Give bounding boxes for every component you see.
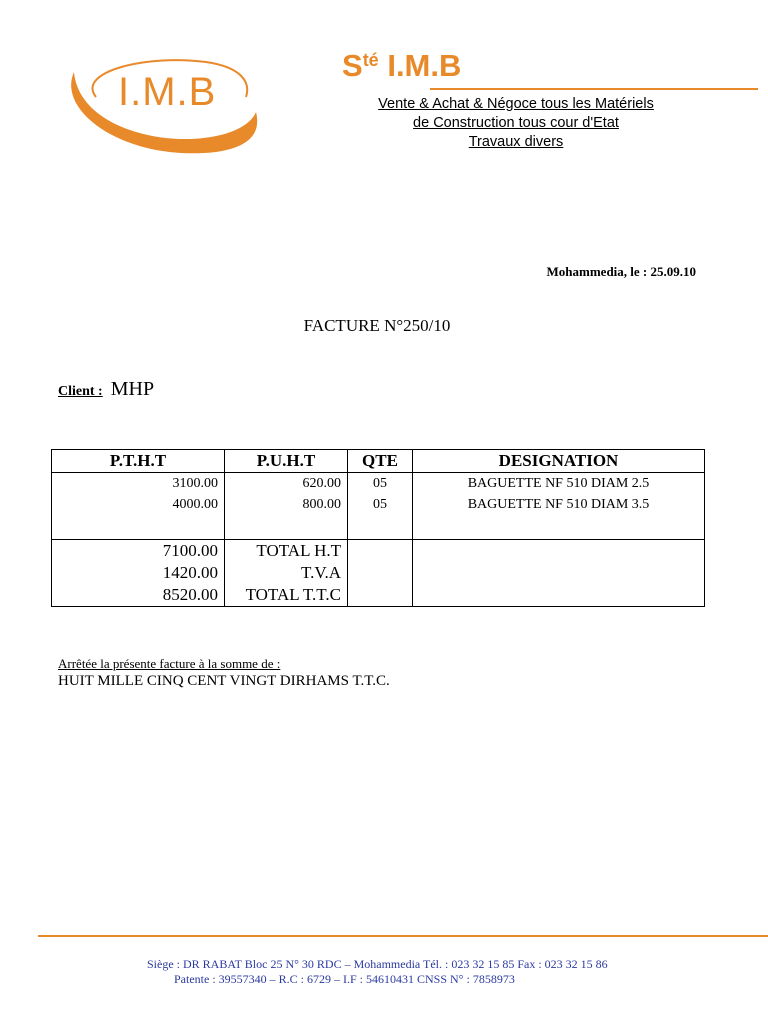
spacer-cell (348, 515, 413, 540)
header-qte: QTE (348, 450, 413, 473)
footer-divider (38, 935, 768, 937)
row-2-qte: 05 (348, 494, 413, 515)
footer-address: Siège : DR RABAT Bloc 25 N° 30 RDC – Mohammedia Tél. : 023 32 15 85 Fax : 023 32 15 86 (147, 957, 608, 971)
table-header-row (52, 450, 705, 473)
empty-cell (348, 540, 413, 563)
row-1-puht: 620.00 (225, 473, 348, 495)
total-ttc-value: 8520.00 (52, 584, 225, 607)
row-1-ptht: 3100.00 (52, 473, 225, 495)
empty-cell (413, 562, 705, 584)
tagline-3: Travaux divers (468, 134, 564, 150)
row-2-puht: 800.00 (225, 494, 348, 515)
amount-in-words: HUIT MILLE CINQ CENT VINGT DIRHAMS T.T.C. (58, 673, 390, 689)
header-divider (430, 88, 758, 90)
client-name: MHP (110, 378, 155, 400)
empty-cell (413, 540, 705, 563)
spacer-cell (52, 515, 225, 540)
empty-cell (413, 584, 705, 607)
company-name-text: I.M.B (387, 48, 462, 83)
table-spacer-row (52, 515, 705, 540)
header-designation: DESIGNATION (413, 450, 705, 473)
tva-row (52, 562, 705, 584)
client-label: Client : (58, 384, 103, 399)
company-name: $S^{té}$ I.M.B (342, 48, 462, 83)
logo-text: I.M.B (118, 70, 217, 114)
total-ttc-label: TOTAL T.T.C (225, 584, 348, 607)
tva-label: T.V.A (225, 562, 348, 584)
tva-value: 1420.00 (52, 562, 225, 584)
row-2-ptht: 4000.00 (52, 494, 225, 515)
spacer-cell (225, 515, 348, 540)
client-block (58, 378, 154, 401)
invoice-title: FACTURE N°250/10 (303, 316, 451, 335)
empty-cell (348, 584, 413, 607)
footer-registration: Patente : 39557340 – R.C : 6729 – I.F : 54610431 CNSS N° : 7858973 (174, 972, 515, 986)
invoice-date: Mohammedia, le : 25.09.10 (546, 264, 696, 279)
amount-intro: Arrêtée la présente facture à la somme de : (58, 656, 281, 671)
table-row (52, 473, 705, 495)
row-1-qte: 05 (348, 473, 413, 495)
tagline-1: Vente & Achat & Négoce tous les Matériels (378, 96, 654, 112)
total-ht-value: 7100.00 (52, 540, 225, 563)
header-ptht: P.T.H.T (52, 450, 225, 473)
header-puht: P.U.H.T (225, 450, 348, 473)
table-row (52, 494, 705, 515)
row-1-designation: BAGUETTE NF 510 DIAM 2.5 (413, 473, 705, 495)
total-ht-row (52, 540, 705, 563)
row-2-designation: BAGUETTE NF 510 DIAM 3.5 (413, 494, 705, 515)
total-ht-label: TOTAL H.T (225, 540, 348, 563)
empty-cell (348, 562, 413, 584)
company-prefix-sup: té (362, 50, 379, 70)
tagline-2: de Construction tous cour d'Etat (413, 115, 619, 131)
spacer-cell (413, 515, 705, 540)
total-ttc-row (52, 584, 705, 607)
invoice-table (51, 449, 705, 607)
